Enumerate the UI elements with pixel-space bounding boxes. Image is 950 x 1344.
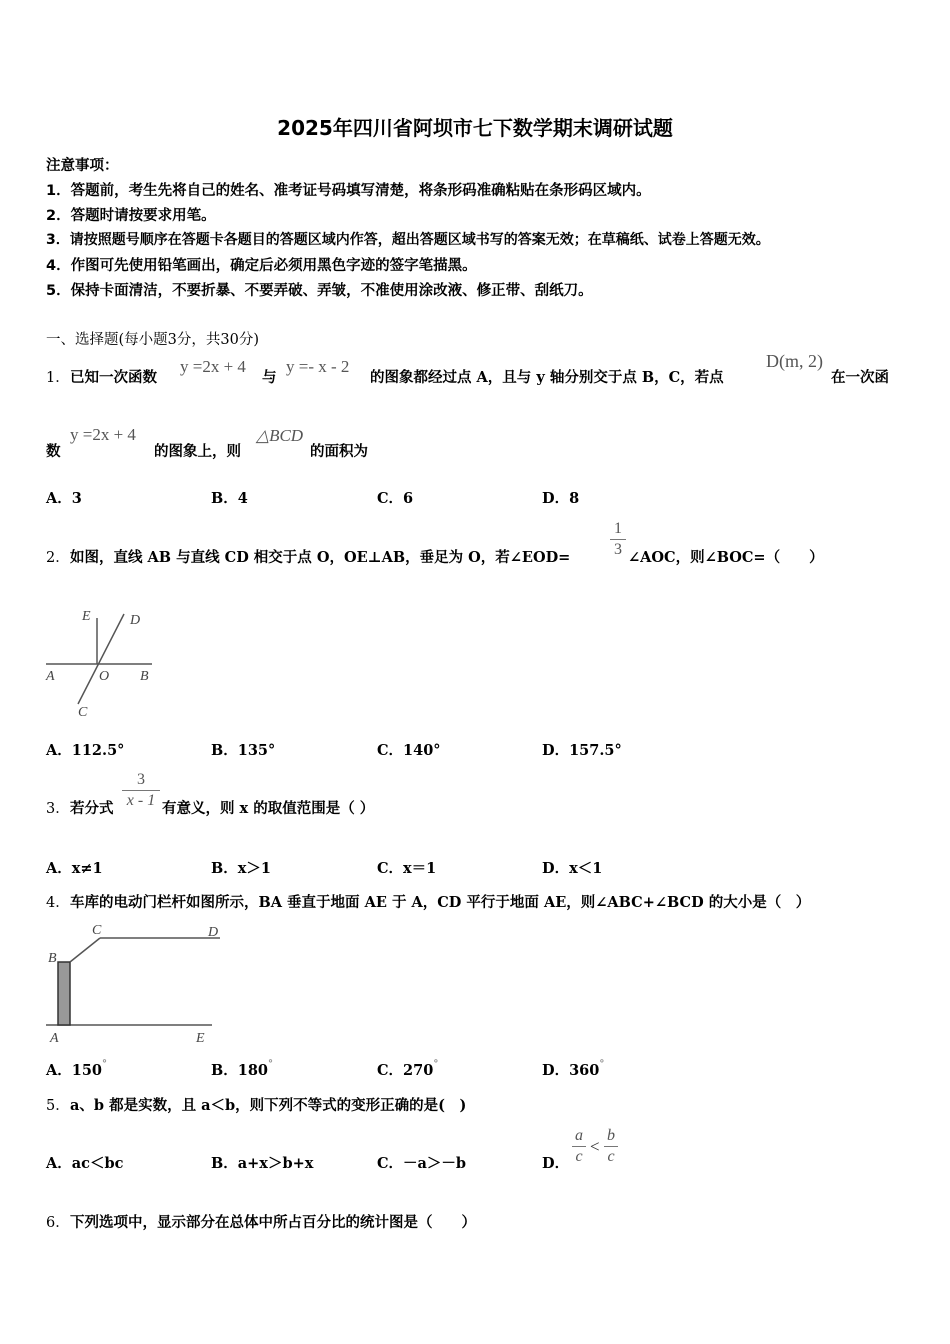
q5-d-fraction-1 — [572, 1126, 586, 1167]
q5-text-1: a、b 都是实数，且 a＜b，则下列不等式的变形正确的是( ) — [70, 1097, 467, 1114]
q3-number: 3． — [46, 801, 70, 817]
q5-option-b[interactable]: B．a+x＞b+x — [211, 1155, 314, 1172]
q1-point: D(m, 2) — [766, 351, 823, 371]
q1-formula-3: y =2x + 4 — [70, 425, 136, 444]
q2-figure — [44, 600, 164, 720]
degree-symbol: ° — [268, 1059, 274, 1070]
q3-option-d[interactable]: D．x＜1 — [542, 860, 603, 877]
q3-fraction — [122, 770, 160, 811]
q1-text-3: 的图象都经过点 A，且与 y 轴分别交于点 B，C，若点 — [370, 369, 724, 386]
q1-text-5: 数 — [46, 443, 61, 460]
q4-option-d-label: D．360 — [542, 1062, 600, 1079]
bar-bc — [70, 938, 100, 962]
q1-text-7: 的面积为 — [310, 443, 368, 460]
q3-fraction-num: 3 — [137, 771, 145, 788]
q5-option-d[interactable]: D． — [542, 1155, 570, 1172]
label-c: C — [78, 705, 88, 720]
q4-option-c[interactable] — [377, 1059, 438, 1080]
q3-option-c[interactable]: C．x＝1 — [377, 860, 437, 877]
notice-heading: 注意事项： — [46, 158, 119, 174]
q3-text-2: 有意义，则 x 的取值范围是（ ） — [162, 800, 375, 817]
q1-option-a[interactable]: A．3 — [46, 490, 82, 507]
degree-symbol: ° — [599, 1059, 605, 1070]
q2-fraction — [610, 519, 626, 560]
q1-text-1: 已知一次函数 — [70, 369, 157, 386]
q5-number: 5． — [46, 1098, 70, 1114]
q3-option-b[interactable]: B．x＞1 — [211, 860, 271, 877]
label-d: D — [130, 613, 141, 628]
q2-number: 2． — [46, 550, 70, 566]
q4-text-1: 车库的电动门栏杆如图所示，BA 垂直于地面 AE 于 A，CD 平行于地面 AE，则∠ABC+∠BCD 的大小是（ ） — [70, 894, 811, 911]
notice-item-2: 2．答题时请按要求用笔。 — [46, 208, 216, 224]
q2-text-2: ∠AOC，则∠BOC=（ ） — [628, 549, 824, 566]
q4-option-d[interactable] — [542, 1059, 604, 1080]
label-b: B — [140, 669, 149, 684]
q4-option-a-label: A．150 — [46, 1062, 103, 1079]
q5-option-a[interactable]: A．ac＜bc — [46, 1155, 124, 1172]
q4-option-b[interactable] — [211, 1059, 273, 1080]
q2-option-c[interactable]: C．140° — [377, 742, 441, 759]
line-cd — [78, 614, 124, 704]
notice-item-1: 1．答题前，考生先将自己的姓名、准考证号码填写清楚，将条形码准确粘贴在条形码区域内。 — [46, 183, 651, 199]
q1-option-d[interactable]: D．8 — [542, 490, 580, 507]
q4-option-c-label: C．270 — [377, 1062, 434, 1079]
label-d: D — [208, 925, 219, 940]
q2-fraction-den: 3 — [614, 541, 622, 558]
q1-triangle: △BCD — [256, 426, 304, 445]
q1-text-6: 的图象上，则 — [154, 443, 241, 460]
q6-text-1: 下列选项中，显示部分在总体中所占百分比的统计图是（ ） — [70, 1214, 476, 1231]
q1-formula-1: y =2x + 4 — [180, 357, 246, 376]
q1-text-4: 在一次函 — [831, 369, 889, 386]
q5-d-operator: < — [590, 1137, 600, 1156]
notice-item-5: 5．保持卡面清洁，不要折暴、不要弄破、弄皱，不准使用涂改液、修正带、刮纸刀。 — [46, 283, 593, 299]
section-heading: 一、选择题(每小题3分，共30分) — [46, 332, 259, 348]
q1-number: 1． — [46, 370, 70, 386]
q5-d-den-2: c — [607, 1148, 615, 1165]
q1-option-c[interactable]: C．6 — [377, 490, 414, 507]
q5-d-num-2: b — [607, 1127, 615, 1144]
notice-item-3: 3．请按照题号顺序在答题卡各题目的答题区域内作答，超出答题区域书写的答案无效；在草稿纸、试卷上答题无效。 — [46, 232, 770, 248]
q2-option-d[interactable]: D．157.5° — [542, 742, 622, 759]
q5-option-c[interactable]: C．－a＞－b — [377, 1155, 467, 1172]
q2-fraction-num: 1 — [614, 520, 622, 537]
q4-figure — [44, 918, 224, 1046]
degree-symbol: ° — [102, 1059, 108, 1070]
q5-d-den-1: c — [575, 1148, 583, 1165]
label-e: E — [82, 609, 91, 624]
q5-d-num-1: a — [575, 1127, 583, 1144]
label-b: B — [48, 951, 57, 966]
q3-fraction-den: x - 1 — [126, 792, 156, 809]
q6-number: 6． — [46, 1215, 70, 1231]
degree-symbol: ° — [433, 1059, 439, 1070]
q4-option-b-label: B．180 — [211, 1062, 269, 1079]
q4-number: 4． — [46, 895, 70, 911]
label-c: C — [92, 923, 102, 938]
label-a: A — [46, 669, 55, 684]
q1-formula-2: y =- x - 2 — [286, 357, 350, 376]
q1-text-2: 与 — [262, 369, 277, 386]
label-o: O — [99, 669, 110, 684]
q5-d-fraction-2 — [604, 1126, 618, 1167]
q4-option-a[interactable] — [46, 1059, 107, 1080]
q2-text-1: 如图，直线 AB 与直线 CD 相交于点 O，OE⊥AB，垂足为 O，若∠EOD= — [70, 549, 571, 566]
q3-option-a[interactable]: A．x≠1 — [46, 860, 103, 877]
label-a: A — [50, 1031, 59, 1046]
q1-option-b[interactable]: B．4 — [211, 490, 248, 507]
page-title: 2025年四川省阿坝市七下数学期末调研试题 — [277, 116, 673, 140]
q2-option-a[interactable]: A．112.5° — [46, 742, 125, 759]
q2-option-b[interactable]: B．135° — [211, 742, 276, 759]
label-e: E — [196, 1031, 205, 1046]
notice-item-4: 4．作图可先使用铅笔画出，确定后必须用黑色字迹的签字笔描黑。 — [46, 258, 477, 274]
gate-post — [58, 962, 70, 1025]
q3-text-1: 若分式 — [70, 800, 114, 817]
